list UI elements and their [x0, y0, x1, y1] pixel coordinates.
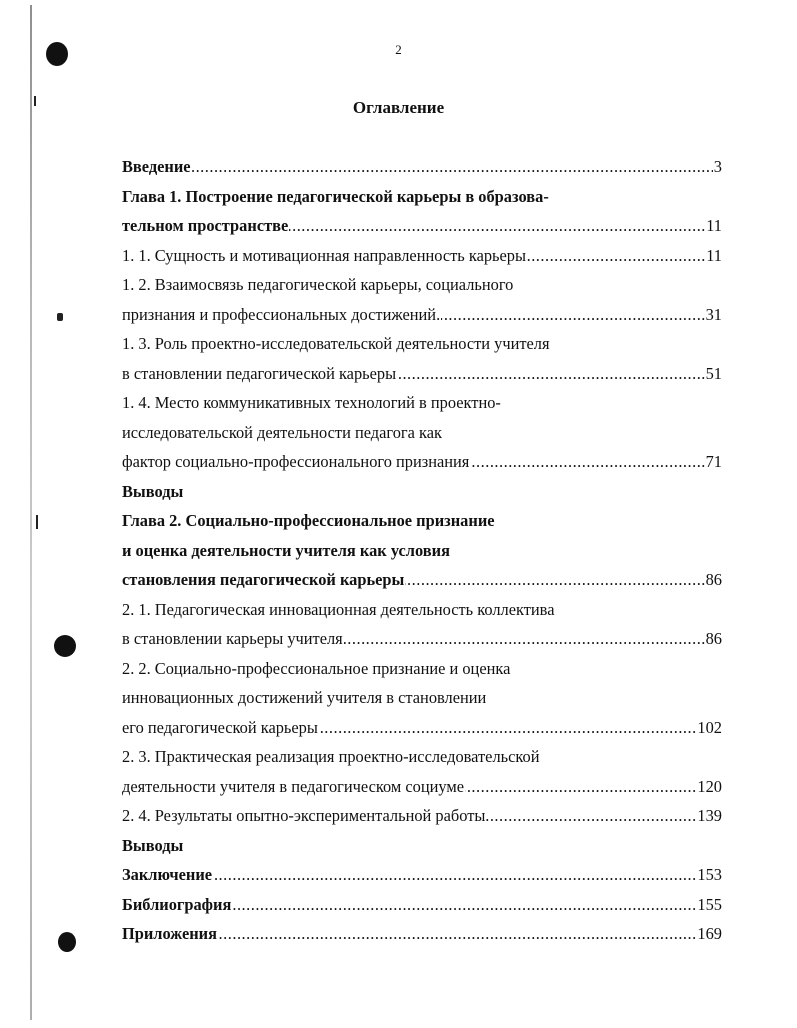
- toc-entry-page: 31: [705, 300, 722, 330]
- toc-entry-text: 2. 1. Педагогическая инновационная деятельность коллектива: [122, 599, 555, 619]
- scan-speck: [57, 313, 63, 321]
- toc-entry: [122, 919, 722, 949]
- page-title: Оглавление: [352, 98, 445, 117]
- toc-entry: [122, 890, 722, 920]
- punch-hole-middle: [54, 635, 76, 657]
- toc-entry-text: деятельности учителя в педагогическом социуме: [122, 776, 465, 796]
- toc-entry-text: фактор социально-профессионального признания: [122, 452, 470, 471]
- toc-entry-text: в становлении карьеры учителя: [122, 629, 343, 648]
- toc-entry-page: 51: [705, 359, 722, 389]
- toc-entry: [122, 388, 722, 418]
- toc-entry-page: 155: [696, 890, 722, 920]
- toc-entry-page: 3: [713, 152, 722, 182]
- toc-entry-text: 2. 4. Результаты опытно-экспериментальной работы: [122, 806, 486, 825]
- toc-entry: [122, 152, 722, 182]
- toc-entry-text: Введение: [122, 157, 191, 176]
- toc-entry: [122, 595, 722, 625]
- toc-entry-text: его педагогической карьеры: [122, 717, 318, 737]
- toc-entry: [122, 182, 722, 212]
- toc-entry-text: Выводы: [122, 835, 184, 855]
- toc-entry-text: Выводы: [122, 481, 184, 501]
- toc-entry-text: Приложения: [122, 924, 217, 943]
- toc-entry: [122, 565, 722, 595]
- toc-entry-text: 2. 3. Практическая реализация проектно-исследовательской: [122, 747, 540, 766]
- toc-entry-text: 1. 3. Роль проектно-исследовательской деятельности учителя: [122, 334, 550, 353]
- toc-entry: [122, 477, 722, 507]
- toc-entry-text: инновационных достижений учителя в становлении: [122, 688, 487, 707]
- toc-entry-page: 102: [696, 713, 722, 743]
- toc-entry-page: 86: [705, 565, 722, 595]
- toc-entry-page: 86: [705, 624, 722, 654]
- toc-entry: [122, 683, 722, 713]
- table-of-contents: [122, 152, 722, 949]
- toc-entry-text: 1. 4. Место коммуникативных технологий в проектно-: [122, 393, 501, 412]
- toc-entry-page: 11: [705, 241, 722, 271]
- toc-entry-text: 2. 2. Социально-профессиональное признание и оценка: [122, 658, 511, 678]
- punch-hole-bottom: [58, 932, 76, 952]
- toc-entry: [122, 801, 722, 831]
- toc-entry-text: признания и профессиональных достижений.: [122, 304, 441, 324]
- toc-entry-page: 71: [705, 447, 722, 477]
- toc-entry-page: 139: [696, 801, 722, 831]
- toc-entry: [122, 300, 722, 330]
- page-number: 2: [395, 42, 402, 57]
- toc-entry: [122, 211, 722, 241]
- toc-entry: [122, 831, 722, 861]
- toc-entry-text: Заключение: [122, 865, 213, 884]
- toc-entry: [122, 536, 722, 566]
- toc-entry: [122, 654, 722, 684]
- toc-entry-text: Глава 1. Построение педагогической карьеры в образова-: [122, 186, 549, 206]
- toc-entry-text: тельном пространстве: [122, 216, 289, 235]
- toc-entry: [122, 860, 722, 890]
- toc-entry-page: 11: [705, 211, 722, 241]
- toc-entry: [122, 713, 722, 743]
- toc-entry-text: 1. 2. Взаимосвязь педагогической карьеры, социального: [122, 275, 514, 294]
- toc-entry: [122, 742, 722, 772]
- toc-entry-page: 169: [696, 919, 722, 949]
- toc-entry: [122, 624, 722, 654]
- toc-entry-page: 153: [696, 860, 722, 890]
- toc-entry-page: 120: [696, 772, 722, 802]
- dot-leader: [122, 152, 722, 182]
- toc-entry: [122, 506, 722, 536]
- toc-entry-text: 1. 1. Сущность и мотивационная направленность карьеры: [122, 245, 527, 265]
- toc-entry-text: в становлении педагогической карьеры: [122, 363, 397, 383]
- toc-entry: [122, 418, 722, 448]
- toc-entry: [122, 241, 722, 271]
- toc-entry-text: становления педагогической карьеры: [122, 570, 405, 589]
- toc-entry: [122, 772, 722, 802]
- toc-entry-text: и оценка деятельности учителя как условия: [122, 540, 450, 560]
- scan-speck: [36, 515, 38, 529]
- toc-entry: [122, 359, 722, 389]
- scan-edge-line: [30, 5, 32, 1020]
- toc-entry: [122, 270, 722, 300]
- toc-entry-text: Библиография: [122, 894, 232, 914]
- toc-entry-text: Глава 2. Социально-профессиональное признание: [122, 511, 495, 530]
- toc-entry-text: исследовательской деятельности педагога как: [122, 422, 442, 442]
- toc-entry: [122, 329, 722, 359]
- toc-entry: [122, 447, 722, 477]
